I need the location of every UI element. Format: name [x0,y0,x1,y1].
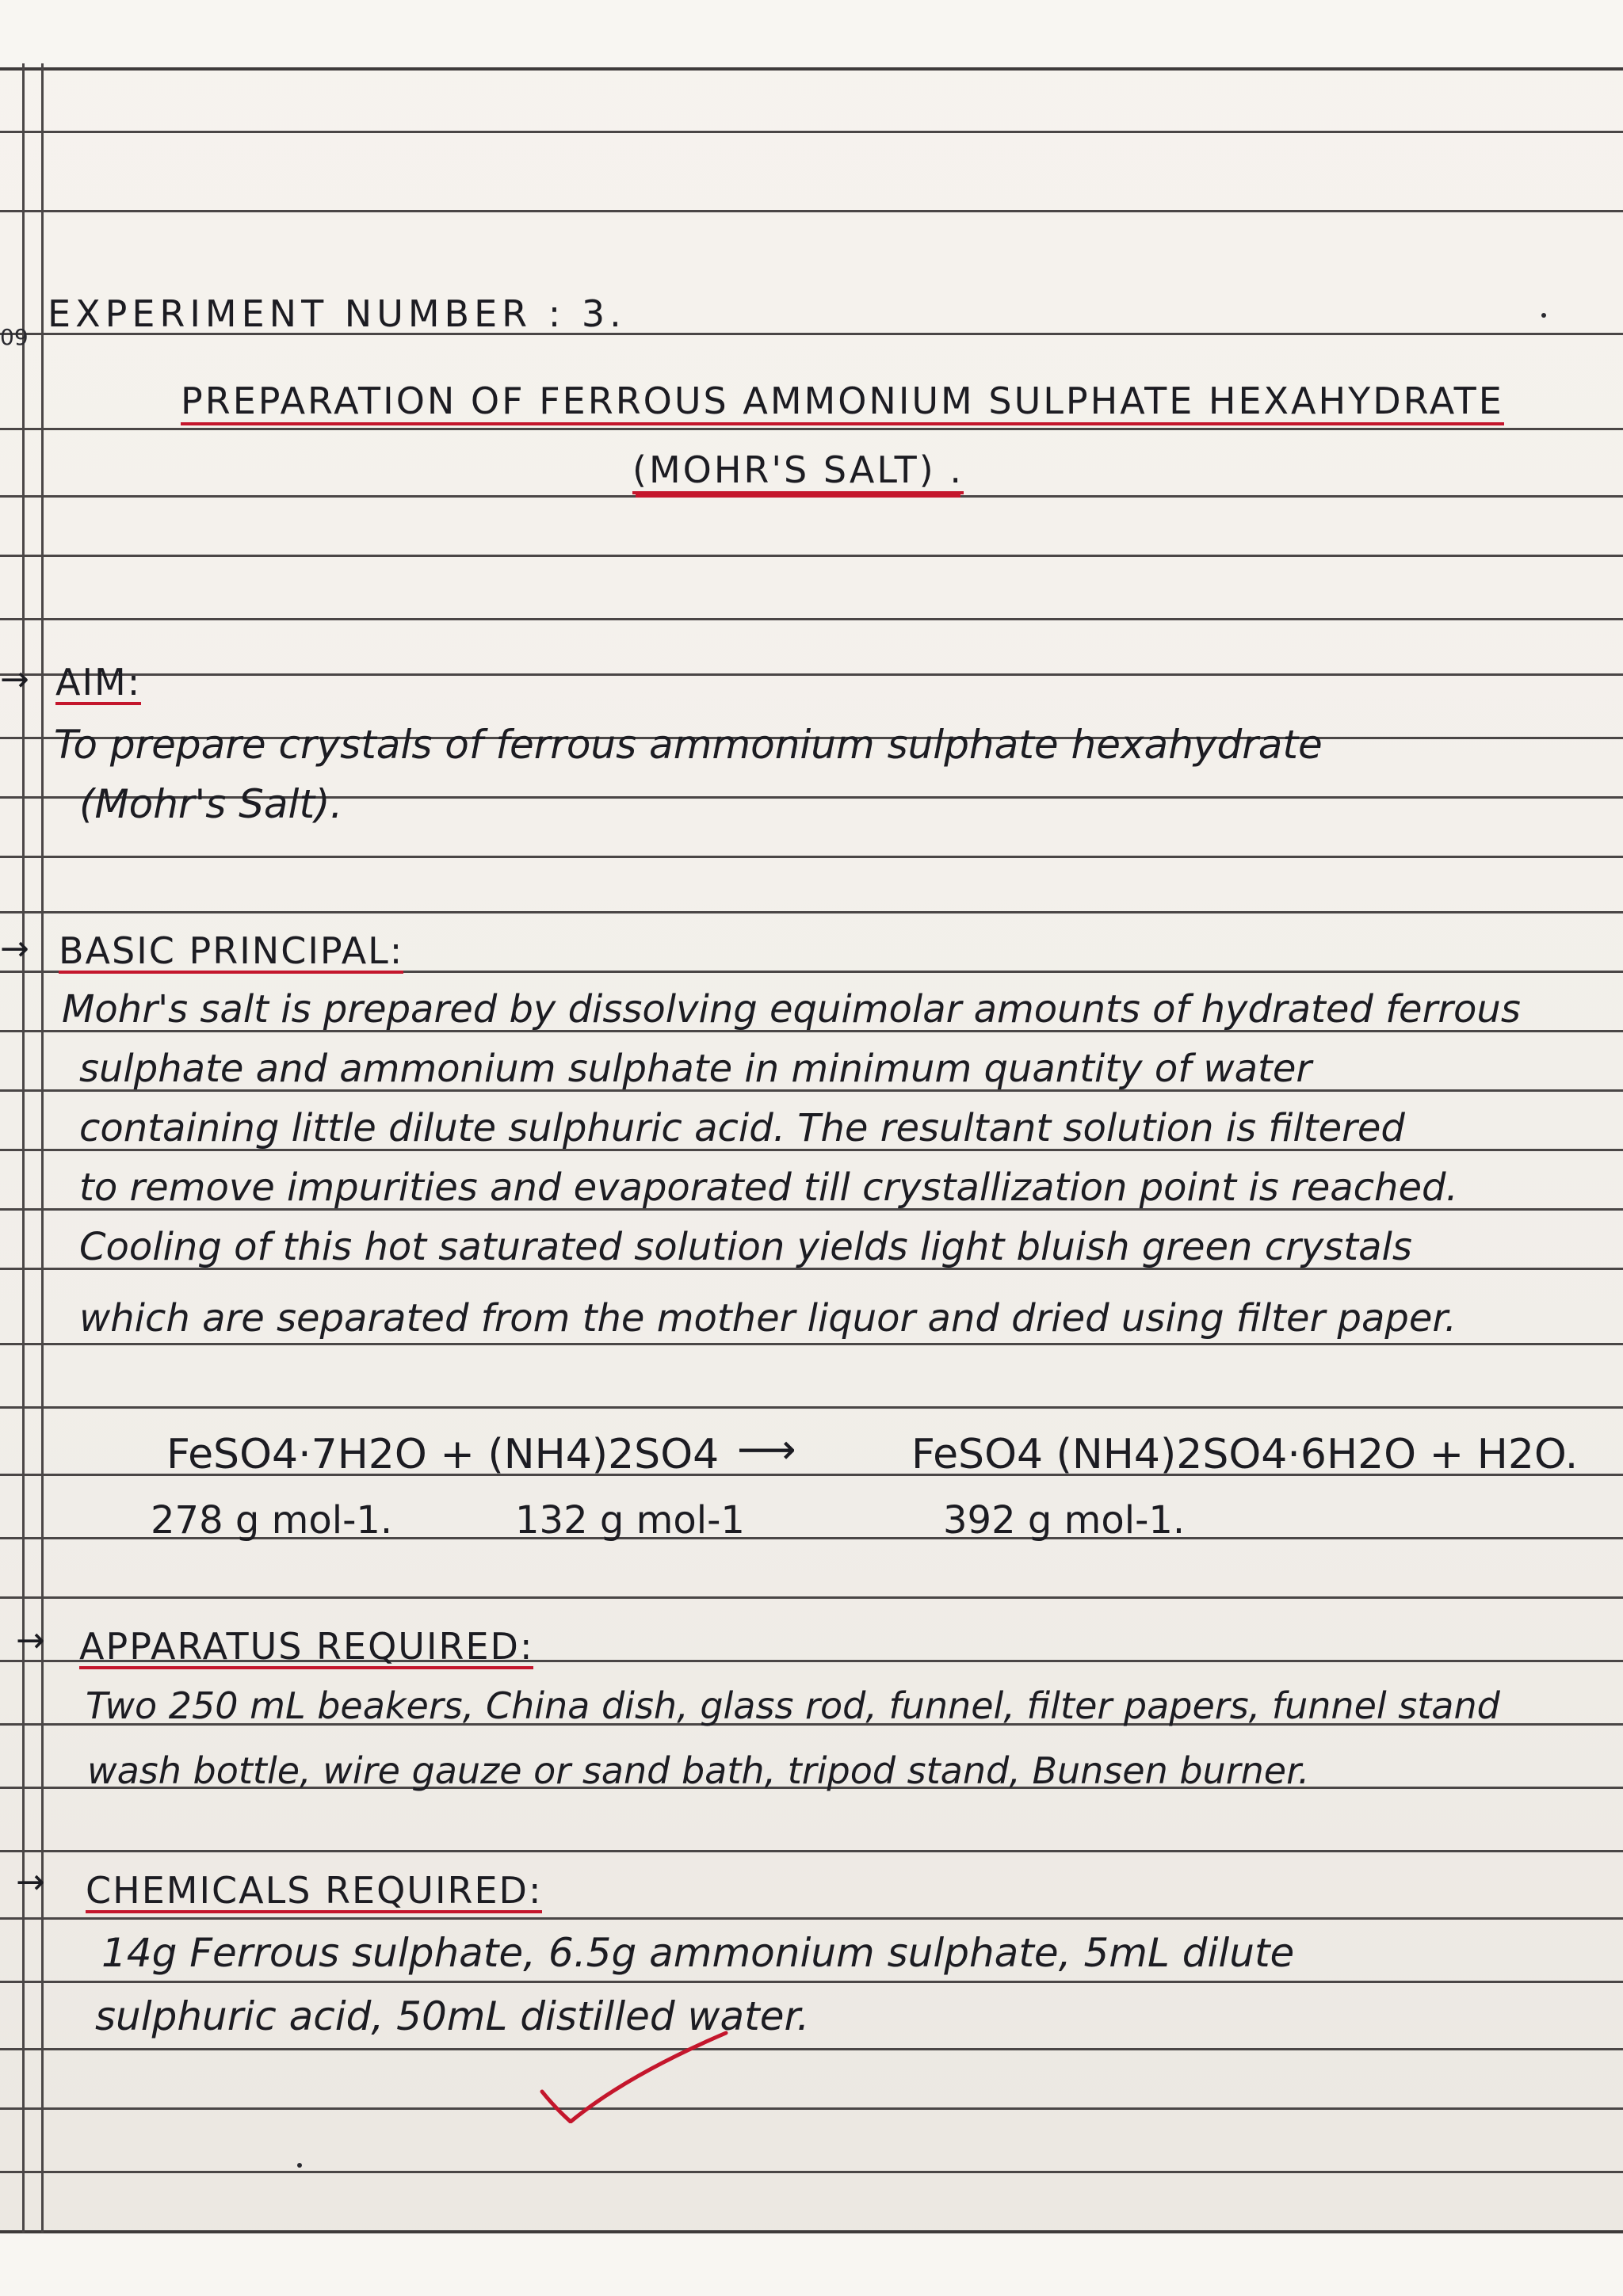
apparatus-heading: APPARATUS REQUIRED: [79,1625,534,1668]
chemicals-line-1: 14g Ferrous sulphate, 6.5g ammonium sulphate, 5mL dilute [101,1930,1295,1976]
check-mark-icon [539,2028,729,2123]
principal-line-3: containing little dilute sulphuric acid. The resultant solution is filtered [79,1106,1405,1150]
chemicals-heading: CHEMICALS REQUIRED: [86,1869,543,1912]
stray-dot [297,2163,302,2168]
reaction-arrow-icon: ⟶ [737,1426,796,1474]
stray-dot [1541,313,1546,318]
margin-line-outer [22,63,25,2233]
equation-reactants: FeSO4·7H2O + (NH4)2SO4 [166,1431,720,1478]
page-bottom-edge [0,2230,1623,2296]
principal-line-2: sulphate and ammonium sulphate in minimum quantity of water [79,1047,1312,1091]
equation-products: FeSO4 (NH4)2SO4·6H2O + H2O. [911,1431,1579,1478]
arrow-icon: → [16,1620,45,1661]
aim-heading: AIM: [55,661,142,704]
molar-mass-mohrs-salt: 392 g mol-1. [943,1498,1186,1543]
margin-mark: 09 [0,324,29,350]
page-subtitle: (MOHR'S SALT) . [632,452,964,494]
page-title: PREPARATION OF FERROUS AMMONIUM SULPHATE HEXAHYDRATE [181,383,1504,425]
principal-line-1: Mohr's salt is prepared by dissolving equimolar amounts of hydrated ferrous [62,987,1521,1032]
margin-line-inner [41,63,44,2233]
apparatus-line-2: wash bottle, wire gauze or sand bath, tripod stand, Bunsen burner. [87,1749,1310,1792]
aim-line-1: To prepare crystals of ferrous ammonium sulphate hexahydrate [54,722,1323,768]
principal-line-4: to remove impurities and evaporated till crystallization point is reached. [79,1165,1458,1210]
arrow-icon: → [16,1862,45,1902]
principal-line-5: Cooling of this hot saturated solution yields light bluish green crystals [79,1225,1412,1269]
page-top-edge [0,0,1623,71]
principal-line-6: which are separated from the mother liquor and dried using filter paper. [79,1296,1457,1341]
chemicals-line-2: sulphuric acid, 50mL distilled water. [95,1993,810,2039]
apparatus-line-1: Two 250 mL beakers, China dish, glass rod, funnel, filter papers, funnel stand [86,1684,1500,1727]
arrow-icon: → [0,659,29,700]
principal-heading: BASIC PRINCIPAL: [59,929,404,972]
molar-mass-ammonium-sulphate: 132 g mol-1 [515,1498,745,1543]
arrow-icon: → [0,929,29,969]
experiment-number: EXPERIMENT NUMBER : 3. [48,292,626,335]
molar-mass-ferrous-sulphate: 278 g mol-1. [151,1498,393,1543]
aim-line-2: (Mohr's Salt). [79,781,343,827]
